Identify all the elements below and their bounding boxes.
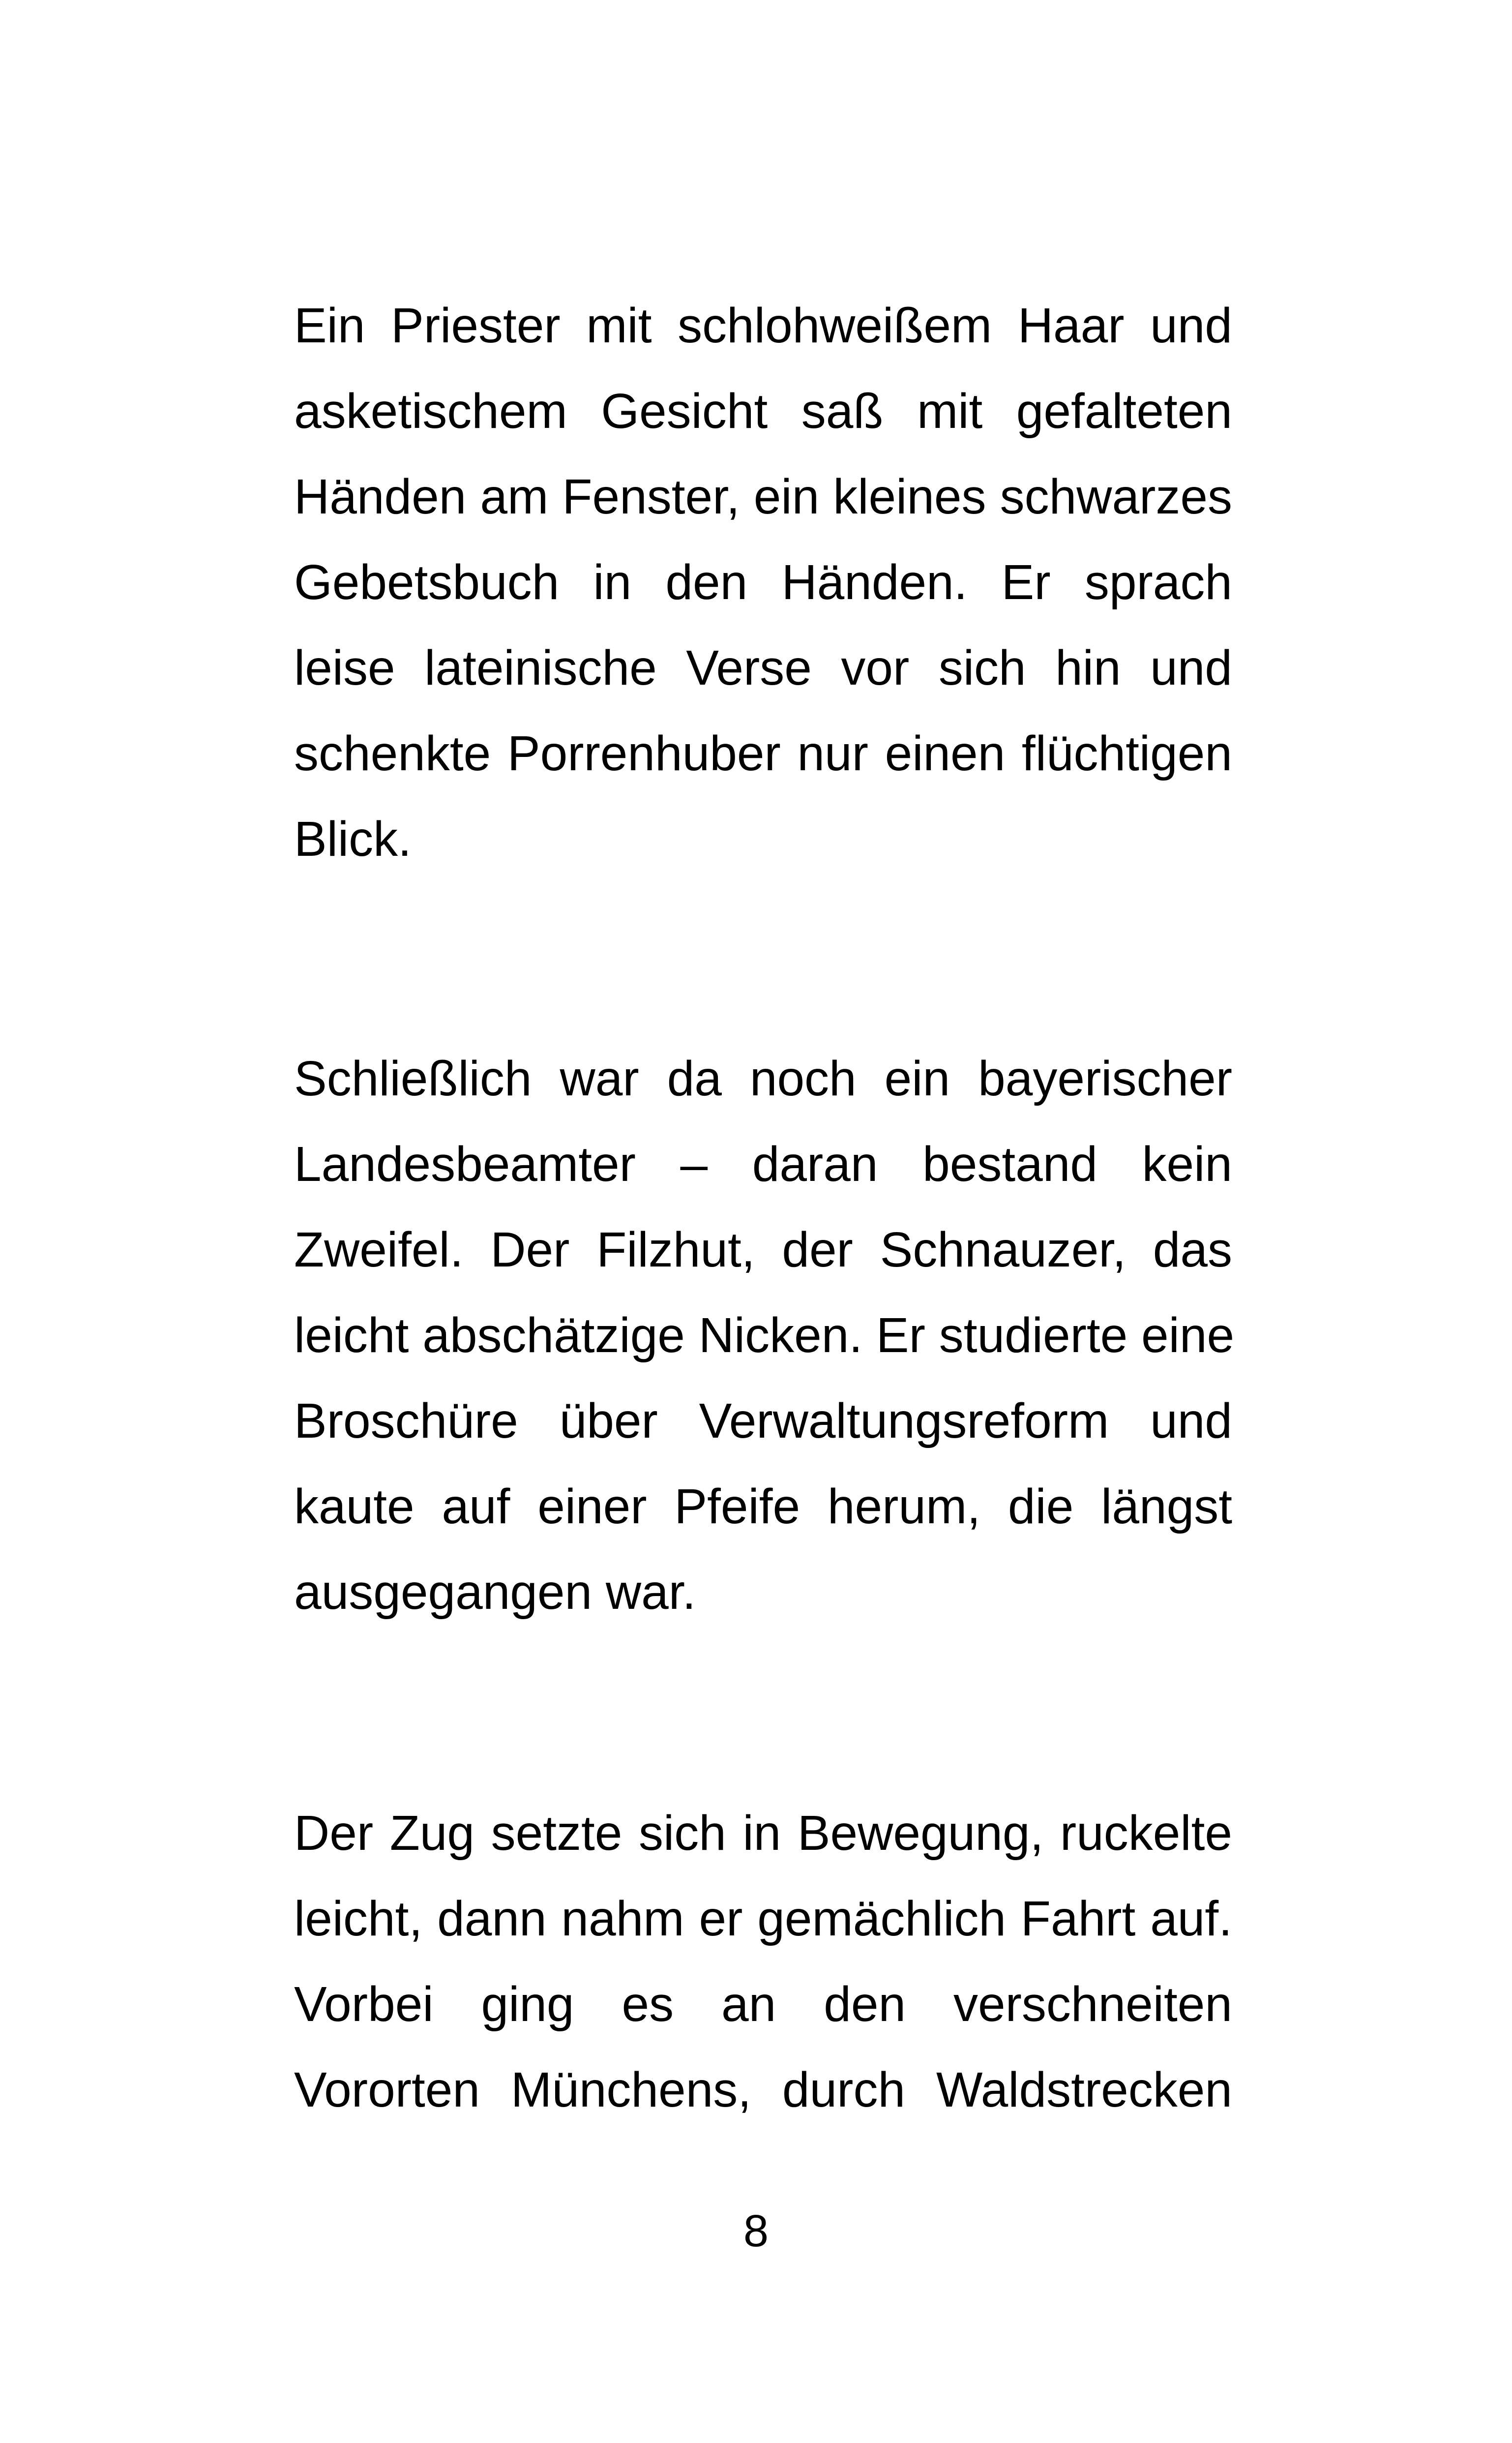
paragraph-official	[294, 1036, 1235, 1635]
text-line: Ein Priester mit schlohweißem Haar und	[294, 298, 1232, 353]
paragraph-priest	[294, 283, 1232, 882]
text-line: Händen am Fenster, ein kleines schwarzes	[294, 469, 1232, 524]
text-line: Der Zug setzte sich in Bewegung, ruckelte	[294, 1806, 1232, 1861]
text-line: kaute auf einer Pfeife herum, die längst	[294, 1479, 1232, 1534]
text-line: Schließlich war da noch ein bayerischer	[294, 1051, 1232, 1106]
text-line: leise lateinische Verse vor sich hin und	[294, 640, 1232, 695]
text-line: Blick.	[294, 812, 412, 867]
text-line: ausgegangen war.	[294, 1565, 696, 1620]
page-number: 8	[743, 2206, 769, 2256]
text-line: leicht, dann nahm er gemächlich Fahrt auf.	[294, 1891, 1232, 1946]
text-line: Zweifel. Der Filzhut, der Schnauzer, das	[294, 1222, 1232, 1277]
text-line: Vororten Münchens, durch Waldstrecken	[294, 2062, 1232, 2117]
text-line: Landesbeamter – daran bestand kein	[294, 1137, 1232, 1192]
paragraph-train	[294, 1790, 1232, 2133]
text-line: leicht abschätzige Nicken. Er studierte eine	[294, 1308, 1235, 1363]
text-line: asketischem Gesicht saß mit gefalteten	[294, 384, 1232, 439]
text-line: Broschüre über Verwaltungsreform und	[294, 1393, 1232, 1448]
text-line: Gebetsbuch in den Händen. Er sprach	[294, 555, 1232, 610]
text-line: schenkte Porrenhuber nur einen flüchtigen	[294, 726, 1232, 781]
text-line: Vorbei ging es an den verschneiten	[294, 1977, 1232, 2032]
